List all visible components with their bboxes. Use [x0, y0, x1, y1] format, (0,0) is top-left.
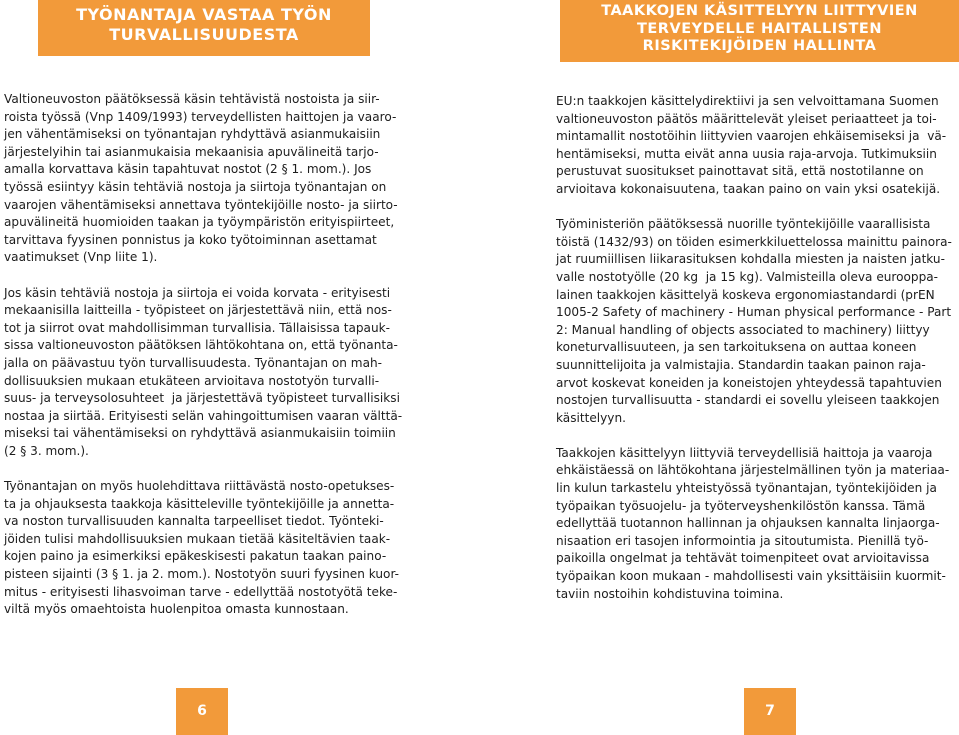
- text-line: amalla korvattava käsin tapahtuvat nostot (2 § 1. mom.). Jos: [4, 162, 372, 177]
- text-line: kojen paino ja esimerkiksi epäkeskisesti pakatun taakan paino-: [4, 549, 387, 564]
- text-line: järjestelyihin tai asianmukaisia mekaanisia apuvälineitä tarjo-: [4, 144, 379, 159]
- text-line: (2 § 3. mom.).: [4, 443, 89, 458]
- text-line: EU:n taakkojen käsittelydirektiivi ja sen velvoittamana Suomen: [556, 94, 939, 108]
- text-line: jen vähentämiseksi on työnantajan ryhdyttävä asianmukaisiin: [4, 127, 381, 142]
- text-line: apuvälineitä huomioiden taakan ja työympäristön erityispiirteet,: [4, 215, 395, 230]
- text-line: hentämiseksi, mutta eivät anna uusia raja-arvoja. Tutkimuksiin: [556, 146, 937, 161]
- text-line: lin kulun tarkastelu yhteistyössä työnantajan, työntekijöiden ja: [556, 481, 937, 496]
- text-line: perustuvat suositukset painottavat sitä, että nostotilanne on: [556, 164, 924, 179]
- text-line: jat ruumiillisen liikarasituksen kohdalla miesten ja naisten jatku-: [556, 252, 945, 267]
- text-line: Valtioneuvoston päätöksessä käsin tehtävistä nostoista ja siir-: [4, 92, 380, 106]
- text-line: nostojen turvallisuutta - standardi ei sovellu yleiseen taakkojen: [556, 393, 940, 408]
- paragraph: [4, 91, 414, 267]
- text-line: tot ja siirrot ovat mahdollisimman turvallisia. Tällaisissa tapauk-: [4, 320, 390, 335]
- text-line: työssä esiintyy käsin tehtäviä nostoja ja siirtoja työnantajan on: [4, 179, 387, 194]
- text-line: Taakkojen käsittelyyn liittyviä terveydellisiä haittoja ja vaaroja: [556, 445, 933, 460]
- text-line: mitus - erityisesti lihasvoiman tarve - edellyttää nostotyötä teke-: [4, 584, 398, 599]
- text-line: viltä myös omaehtoista huolenpitoa omasta kunnostaan.: [4, 602, 349, 617]
- text-line: Jos käsin tehtäviä nostoja ja siirtoja ei voida korvata - erityisesti: [4, 285, 391, 300]
- text-line: työpaikan koon mukaan - mahdollisesti vain yksittäisiin kuormit-: [556, 569, 946, 584]
- text-line: Työministeriön päätöksessä nuorille työntekijöille vaarallisista: [556, 217, 931, 232]
- text-line: jöiden tulisi mahdollisuuksien mukaan tietää käsiteltävien taak-: [4, 531, 391, 546]
- text-line: ehkäistäessä on lähtökohtana järjestelmällinen työn ja materiaa-: [556, 463, 950, 478]
- heading-line: TAAKKOJEN KÄSITTELYYN LIITTYVIEN: [601, 3, 918, 19]
- text-line: työpaikan työsuojelu- ja työterveyshenkilöstön kanssa. Tämä: [556, 498, 926, 513]
- text-line: suunnittelijoita ja valmistajia. Standardin taakan painon raja-: [556, 357, 926, 372]
- text-line: arvioitava kokonaisuutena, taakan paino on vain yksi osatekijä.: [556, 181, 941, 196]
- text-line: paikoilla ongelmat ja tehtävät toimenpiteet ovat arvioitavissa: [556, 551, 930, 566]
- text-line: nostaa ja siirtää. Erityisesti selän vahingoittumisen vaaran välttä-: [4, 408, 403, 423]
- text-line: valle nostotyölle (20 kg ja 15 kg). Valmisteilla oleva eurooppa-: [556, 269, 939, 284]
- text-line: sissa valtioneuvoston päätöksen lähtökohtana on, että työnanta-: [4, 338, 398, 353]
- text-line: tarvittava fyysinen ponnistus ja koko työtoiminnan asettamat: [4, 232, 377, 247]
- text-line: Työnantajan on myös huolehdittava riittävästä nosto-opetukses-: [4, 479, 395, 494]
- heading-line: TURVALLISUUDESTA: [109, 25, 299, 44]
- text-line: töistä (1432/93) on töiden esimerkkiluettelossa mainittu painora-: [556, 234, 952, 249]
- text-line: arvot koskevat koneiden ja koneistojen yhteydessä tapahtuvien: [556, 375, 942, 390]
- text-line: jalla on päävastuu työn turvallisuudesta. Työnantajan on mah-: [4, 355, 383, 370]
- text-line: nisaation eri tasojen informointia ja sitoutumista. Pienillä työ-: [556, 533, 929, 548]
- text-line: edellyttää tuotannon hallinnan ja ohjauksen kannalta linjaorga-: [556, 516, 940, 531]
- text-line: suus- ja terveysolosuhteet ja järjestettävä työpisteet turvallisiksi: [4, 391, 400, 406]
- text-line: mekaanisilla laitteilla - työpisteet on järjestettävä niin, että nos-: [4, 303, 392, 318]
- paragraph: [556, 93, 956, 199]
- heading-line: RISKITEKIJÖIDEN HALLINTA: [642, 38, 877, 54]
- text-line: 2: Manual handling of objects associated to machinery) liittyy: [556, 322, 930, 337]
- text-line: koneturvallisuuteen, ja sen tarkoituksena on auttaa koneen: [556, 340, 917, 355]
- paragraph: [4, 285, 414, 461]
- text-line: miseksi tai vähentämiseksi on ryhdyttävä asianmukaisiin toimiin: [4, 426, 396, 441]
- text-line: lainen taakkojen käsittelyä koskeva ergonomiastandardi (prEN: [556, 287, 935, 302]
- paragraph: [4, 478, 414, 619]
- paragraph: [556, 445, 956, 603]
- page-number-right: 7: [744, 688, 796, 735]
- text-line: vaatimukset (Vnp liite 1).: [4, 250, 158, 265]
- text-line: mintamallit nostotöihin liittyvien vaarojen ehkäisemiseksi ja vä-: [556, 129, 947, 144]
- text-line: 1005-2 Safety of machinery - Human physical performance - Part: [556, 305, 952, 320]
- paragraph: [556, 216, 956, 427]
- left-section-heading: [38, 0, 370, 56]
- right-section-heading: [560, 0, 959, 62]
- left-text-column: [4, 91, 414, 619]
- text-line: pisteen sijainti (3 § 1. ja 2. mom.). Nostotyön suuri fyysinen kuor-: [4, 567, 400, 582]
- heading-line: TERVEYDELLE HAITALLISTEN: [637, 20, 882, 37]
- text-line: dollisuuksien mukaan etukäteen arvioitava nostotyön turvalli-: [4, 373, 380, 388]
- text-line: va noston turvallisuuden kannalta tarpeelliset tiedot. Työnteki-: [4, 514, 384, 529]
- heading-line: TYÖNANTAJA VASTAA TYÖN: [76, 5, 332, 24]
- text-line: roista työssä (Vnp 1409/1993) terveydellisten haittojen ja vaaro-: [4, 109, 397, 124]
- text-line: valtioneuvoston päätös määrittelevät yleiset periaatteet ja toi-: [556, 111, 937, 126]
- text-line: taviin nostoihin kohdistuvina toimina.: [556, 586, 784, 601]
- text-line: vaarojen vähentämiseksi annettava työntekijöille nosto- ja siirto-: [4, 197, 398, 212]
- right-text-column: [556, 93, 956, 603]
- text-line: käsittelyyn.: [556, 410, 626, 425]
- page-number-left: 6: [176, 688, 228, 735]
- text-line: ta ja ohjauksesta taakkoja käsitteleville työntekijöille ja annetta-: [4, 496, 395, 511]
